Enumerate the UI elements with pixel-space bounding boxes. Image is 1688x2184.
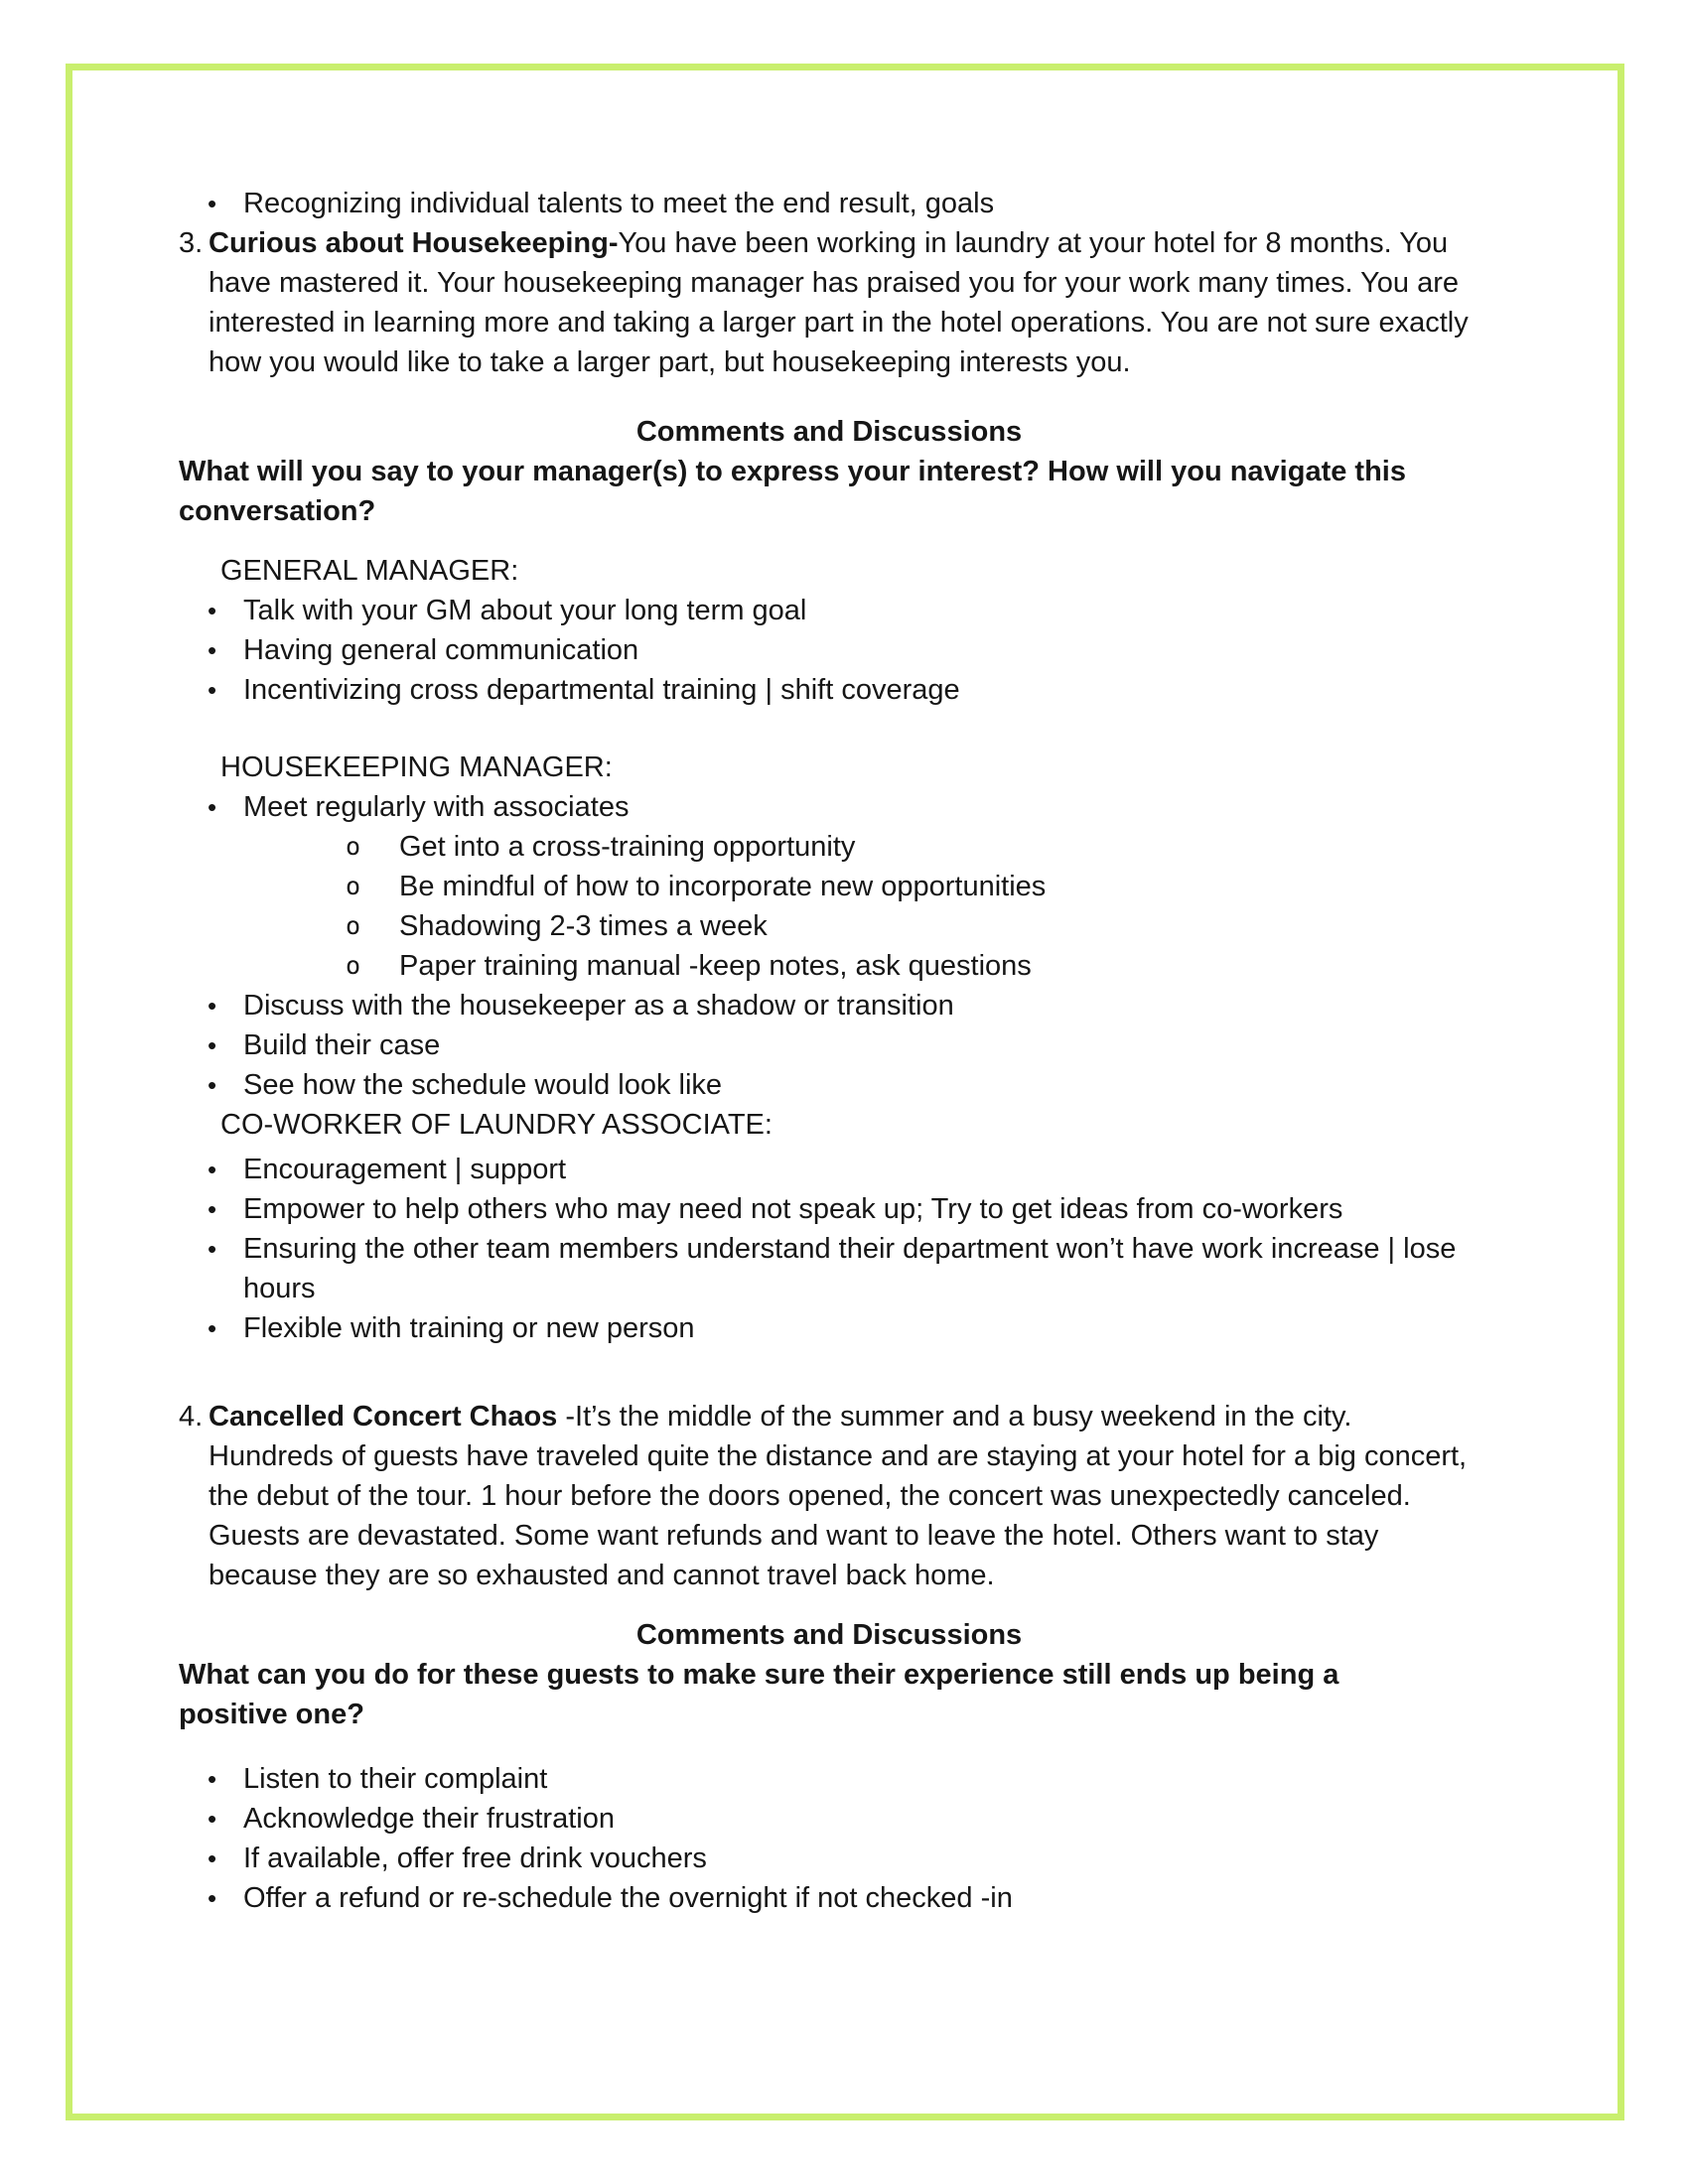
scenario-3-item [179,223,1479,382]
list-item-text: Incentivizing cross departmental training | shift coverage [243,674,960,706]
bullet-icon: • [208,189,217,218]
list-item-text: Build their case [243,1029,441,1061]
scenario-3-question: What will you say to your manager(s) to express your interest? How will you navigate this conversation? [179,456,1406,527]
list-item [208,1759,1479,1799]
list-item-text: Listen to their complaint [243,1763,548,1795]
numbered-marker: 3. [179,227,204,259]
sub-list-item [346,827,1479,867]
section-label-coworker: CO-WORKER OF LAUNDRY ASSOCIATE: [220,1109,773,1141]
list-item [208,630,1479,670]
bullet-icon: • [208,675,217,705]
bullet-icon: • [208,1883,217,1913]
list-item-text: Flexible with training or new person [243,1312,695,1344]
sub-list-item [346,946,1479,986]
list-item-text: Having general communication [243,634,639,666]
list-item-text: See how the schedule would look like [243,1069,723,1101]
numbered-marker: 4. [179,1401,204,1433]
section-label-general-manager: GENERAL MANAGER: [220,555,519,587]
list-item [208,670,1479,710]
bullet-icon: • [208,1804,217,1834]
list-item [208,1878,1479,1918]
list-item [208,1150,1479,1189]
bullet-icon: • [208,1030,217,1060]
list-item-text: If available, offer free drink vouchers [243,1843,707,1874]
list-item-text: Offer a refund or re-schedule the overnight if not checked -in [243,1882,1013,1914]
bullet-icon: • [208,991,217,1021]
bullet-icon: • [208,1194,217,1224]
sub-list-item-text: Get into a cross-training opportunity [399,831,856,863]
section-label-housekeeping-manager: HOUSEKEEPING MANAGER: [220,751,613,783]
list-item [208,1799,1479,1839]
bullet-icon: • [208,1313,217,1343]
list-item [208,1308,1479,1348]
scenario-4-item [179,1397,1479,1595]
bullet-icon: • [208,792,217,822]
circle-bullet-icon: o [346,951,361,980]
sub-list-item [346,867,1479,906]
bullet-icon: • [208,1764,217,1794]
sub-list-item [346,906,1479,946]
list-item-text: Acknowledge their frustration [243,1803,615,1835]
document-content [179,184,1479,1918]
circle-bullet-icon: o [346,872,361,900]
scenario-4-description: -It’s the middle of the summer and a busy weekend in the city. Hundreds of guests have traveled quite the distance and are staying at your hotel for a big concert, the debut of the tour. 1 hour before the doors opened, the concert was unexpectedly canceled. Guests are devastated. Some want refunds and want to leave the hotel. Others want to stay because they are so exhausted and cannot travel back home. [209,1401,1468,1591]
scenario-4-paragraph [209,1397,1479,1595]
list-item-text: Ensuring the other team members understand their department won’t have work increase | lose hours [243,1233,1457,1304]
bullet-icon: • [208,1843,217,1873]
scenario-4-question: What can you do for these guests to make sure their experience still ends up being a positive one? [179,1659,1339,1730]
list-item-text: Discuss with the housekeeper as a shadow or transition [243,990,954,1022]
list-item-text: Empower to help others who may need not speak up; Try to get ideas from co-workers [243,1193,1343,1225]
comments-heading: Comments and Discussions [635,1619,1023,1651]
sub-list-item-text: Shadowing 2-3 times a week [399,910,768,942]
comments-heading: Comments and Discussions [635,416,1023,448]
scenario-3-paragraph [209,223,1479,382]
sub-list-item-text: Paper training manual -keep notes, ask questions [399,950,1032,982]
circle-bullet-icon: o [346,832,361,861]
circle-bullet-icon: o [346,911,361,940]
bullet-icon: • [208,596,217,625]
bullet-icon: • [208,1155,217,1184]
list-item [208,1189,1479,1229]
bullet-icon: • [208,635,217,665]
list-item [208,1025,1479,1065]
list-item-text: Recognizing individual talents to meet the end result, goals [243,188,995,219]
bullet-icon: • [208,1070,217,1100]
scenario-3-title: Curious about Housekeeping- [209,227,619,259]
list-item [208,591,1479,630]
list-item [208,184,1479,223]
scenario-3-description: You have been working in laundry at your hotel for 8 months. You have mastered it. Your housekeeping manager has praised you for your work many times. You are interested in learning more and taking a larger part in the hotel operations. You are not sure exactly how you would like to take a larger part, but housekeeping interests you. [209,227,1469,378]
list-item [208,1229,1479,1308]
list-item [208,787,1479,827]
scenario-4-title: Cancelled Concert Chaos [209,1401,558,1433]
list-item [208,986,1479,1025]
list-item-text: Talk with your GM about your long term goal [243,595,807,626]
bullet-icon: • [208,1234,217,1264]
sub-list-item-text: Be mindful of how to incorporate new opportunities [399,871,1047,902]
list-item [208,1839,1479,1878]
list-item-text: Meet regularly with associates [243,791,630,823]
list-item [208,1065,1479,1105]
list-item-text: Encouragement | support [243,1154,567,1185]
